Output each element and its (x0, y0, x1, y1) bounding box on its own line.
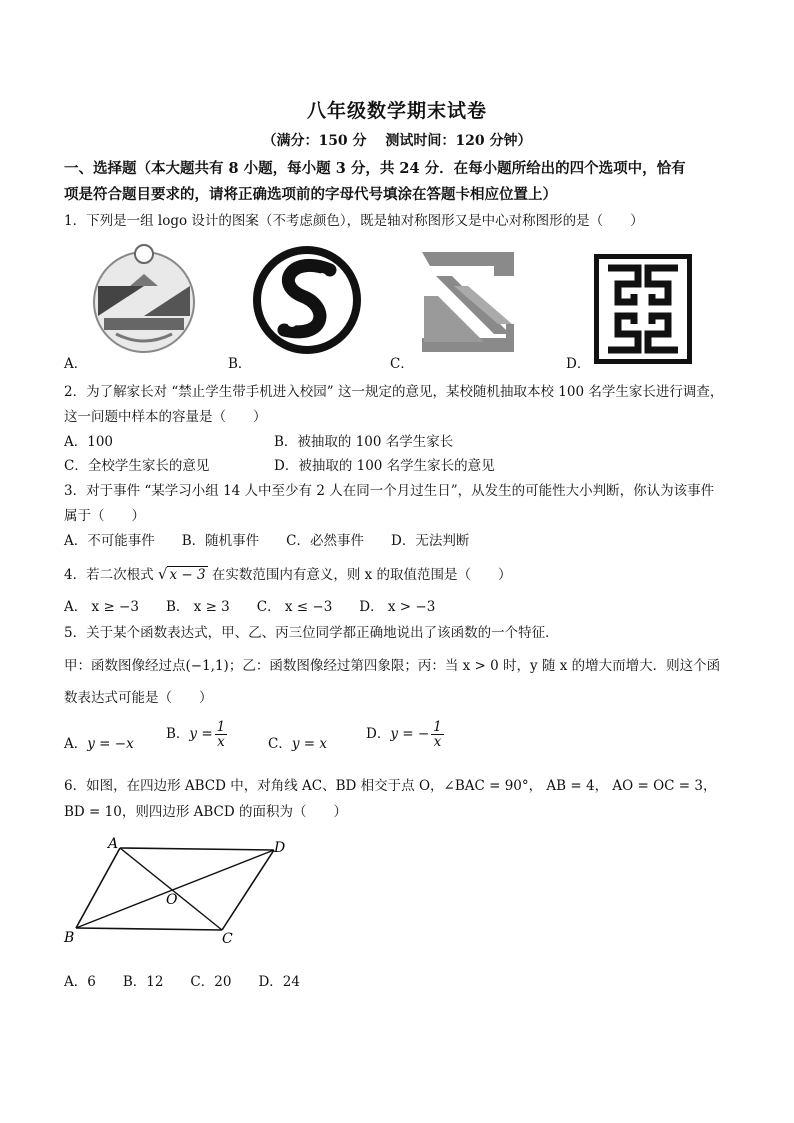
center-label-o: O (166, 892, 178, 908)
question-6-line1: 6．如图，在四边形 ABCD 中，对角线 AC、BD 相交于点 O，∠BAC = 90°， AB = 4， AO = OC = 3， (64, 778, 717, 794)
q5-option-d-lhs: y = − (390, 726, 430, 742)
q5-option-b-denominator: x (217, 734, 225, 750)
exam-info: （满分：150 分 测试时间：120 分钟） (262, 133, 532, 149)
q4-suffix: 在实数范围内有意义，则 x 的取值范围是（ ） (211, 567, 512, 583)
logo-c-ribbon (414, 246, 524, 356)
q4-radicand: x − 3 (169, 567, 206, 583)
q4-options: A． x ≥ −3 B． x ≥ 3 C． x ≤ −3 D． x > −3 (64, 599, 436, 615)
q5-option-d-label: D． (366, 726, 391, 742)
question-6-line2: BD = 10，则四边形 ABCD 的面积为（ ） (64, 804, 347, 820)
side-cb (76, 928, 222, 930)
q4-prefix: 4．若二次根式 (64, 567, 154, 583)
side-ad (120, 848, 274, 850)
logo-b-s-scroll (252, 244, 362, 356)
q5-option-c-expr: y = x (291, 736, 327, 752)
logo-a-circle-triangles (88, 244, 200, 356)
q3-options: A．不可能事件 B．随机事件 C．必然事件 D．无法判断 (64, 533, 470, 549)
q1-label-d: D． (566, 356, 591, 372)
diagonal-bd (76, 850, 274, 928)
q2-option-c: C．全校学生家长的意见 (64, 458, 210, 474)
question-3-line1: 3．对于事件 “某学习小组 14 人中至少有 2 人在同一个月过生日”，从发生的可能性大小判断，你认为该事件 (64, 483, 715, 499)
section-heading-line1: 一、选择题（本大题共有 8 小题，每小题 3 分，共 24 分．在每小题所给出的四个选项中，恰有 (64, 160, 686, 177)
question-5-line2: 甲：函数图像经过点(−1,1)；乙：函数图像经过第四象限；丙：当 x > 0 时，y 随 x 的增大而增大．则这个函 (64, 658, 721, 674)
q1-label-c: C． (390, 356, 414, 372)
section-heading-line2: 项是符合题目要求的，请将正确选项前的字母代号填涂在答题卡相应位置上） (64, 186, 557, 203)
question-2-line1: 2．为了解家长对 “禁止学生带手机进入校园” 这一规定的意见，某校随机抽取本校 100 名学生家长进行调查， (64, 384, 724, 400)
q5-option-d-fraction (431, 720, 444, 749)
question-5-line3: 数表达式可能是（ ） (64, 690, 213, 706)
q5-option-b-label: B． (166, 726, 190, 742)
question-3-line2: 属于（ ） (64, 508, 145, 524)
q5-option-c-label: C． (268, 736, 292, 752)
q1-label-a: A． (64, 356, 88, 372)
page-title: 八年级数学期末试卷 (306, 100, 487, 122)
q5-option-b-fraction (215, 720, 228, 749)
q5-option-b-lhs: y = (189, 726, 213, 742)
side-dc (222, 850, 274, 930)
q1-label-b: B． (228, 356, 252, 372)
vertex-label-b: B (64, 930, 75, 946)
side-ba (76, 848, 120, 928)
q2-option-d: D．被抽取的 100 名学生家长的意见 (274, 458, 495, 474)
q5-option-b-numerator: 1 (216, 719, 226, 735)
vertex-label-c: C (222, 931, 233, 947)
q5-option-d-denominator: x (433, 734, 442, 750)
quadrilateral-figure (62, 832, 292, 952)
radical-sign: √ (157, 565, 168, 583)
diagonal-ac (120, 848, 222, 930)
q5-option-b (166, 720, 229, 749)
vertex-label-a: A (108, 836, 119, 852)
logo-d-fret-pattern (594, 254, 692, 364)
q2-option-b: B．被抽取的 100 名学生家长 (274, 434, 454, 450)
q6-options: A．6 B．12 C．20 D．24 (64, 974, 300, 990)
question-4-stem (64, 563, 512, 583)
question-5-line1: 5．关于某个函数表达式，甲、乙、丙三位同学都正确地说出了该函数的一个特征． (64, 625, 559, 641)
q5-option-a-label: A． (64, 736, 88, 752)
q2-option-a: A．100 (64, 434, 114, 450)
question-2-line2: 这一问题中样本的容量是（ ） (64, 409, 267, 425)
q5-option-a-expr: y = −x (87, 736, 134, 752)
question-1-stem: 1．下列是一组 logo 设计的图案（不考虑颜色），既是轴对称图形又是中心对称图形的是（ ） (64, 213, 644, 229)
q5-option-a (64, 732, 134, 752)
q5-option-d (366, 720, 446, 749)
q5-option-c (268, 732, 327, 752)
q5-option-d-numerator: 1 (433, 719, 442, 735)
vertex-label-d: D (274, 840, 286, 856)
